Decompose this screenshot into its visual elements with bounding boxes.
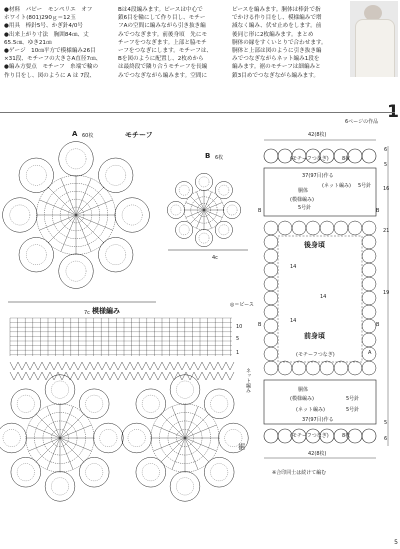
motif-b-chart-part xyxy=(219,225,229,235)
motif-a-chart-part xyxy=(106,165,126,185)
hem-motif-right-part xyxy=(211,395,228,412)
hem-motif-right-part xyxy=(185,438,209,462)
top-motif-ring xyxy=(320,149,334,163)
motif-b-chart-part xyxy=(195,229,212,246)
net-edge-bottom: (ネット編み) xyxy=(296,407,325,413)
hem-motif-left-part xyxy=(17,395,34,412)
hem-motif-right-part xyxy=(142,464,159,481)
motif-b-chart-part xyxy=(204,196,218,210)
hem-motif-left-part xyxy=(60,438,84,462)
page-marker: 1 xyxy=(387,102,399,122)
motif-a-chart-part xyxy=(98,237,133,272)
motif-a-chart-part xyxy=(66,261,86,281)
body-motif-ring xyxy=(362,333,376,347)
hem-motif-left-part xyxy=(79,457,109,487)
motif-b-chart-part xyxy=(215,182,232,199)
row-num-5: 5 xyxy=(236,336,240,342)
side-num: 6 xyxy=(384,436,388,442)
hem-motif-right xyxy=(122,375,248,501)
hem-motif-left-part xyxy=(100,429,117,446)
width-base: 42(8枚) xyxy=(308,451,327,457)
motif-a-chart-part xyxy=(98,158,133,193)
hem-motif-right-part xyxy=(211,464,228,481)
body-motif-ring xyxy=(348,221,362,235)
motif-a-chart-part xyxy=(48,215,76,243)
bottom-motif-ring xyxy=(348,429,362,443)
motif-b-count: 6枚 xyxy=(215,155,224,161)
hem-motif-left-part xyxy=(17,464,34,481)
width-inner-top: 37(97目)作る xyxy=(302,173,334,179)
net-edge-count-top: 5号針 xyxy=(358,183,372,189)
motif-b-chart-part xyxy=(171,205,181,215)
hem-motif-left-part xyxy=(51,478,68,495)
body-motif-ring xyxy=(306,221,320,235)
hem-label: 裾 xyxy=(238,443,245,451)
top-motif-ring xyxy=(306,149,320,163)
body-motif-ring xyxy=(362,291,376,305)
motif-a-chart-part xyxy=(3,198,38,233)
side-num: 6 xyxy=(384,147,388,153)
body-motif-ring xyxy=(334,221,348,235)
hem-motif-left xyxy=(0,375,123,501)
neck-opening xyxy=(278,236,362,362)
center-num: 14 xyxy=(290,264,297,270)
motif-b-chart-part xyxy=(176,221,193,238)
lower-body-box xyxy=(264,380,376,424)
top-motif-ring xyxy=(278,149,292,163)
bottom-motif-ring xyxy=(292,429,306,443)
motif-a-chart-part xyxy=(66,149,86,169)
hem-motif-left-part xyxy=(0,423,27,453)
body-motif-ring xyxy=(278,221,292,235)
instructions-col3: ピースを編みます。胴体は棒針で指 でかける作り目をし、模様編みで増 減なく編み、伏せ止めをします。前 後同じ形に2枚編みます。まとめ 胴体の縁をすくいとりで合わせます。 胴体と上部は図のように引き抜き編 みでつなぎながらネット編み1段を 編みます。裾のモチーフは細編みと 鎖3目めでつなぎながら編みます。 xyxy=(232,7,327,79)
body-label-bottom: 胴体 xyxy=(298,387,309,393)
motif-b-letter: B xyxy=(205,152,211,160)
width-inner-bottom: 37(97目)作る xyxy=(302,417,334,423)
motif-b-chart-part xyxy=(190,196,204,210)
motif-a-chart-part xyxy=(59,142,94,177)
motif-b-chart-part xyxy=(223,201,240,218)
body-motif-ring xyxy=(362,221,376,235)
hem-motif-right-part xyxy=(122,423,152,453)
body-motif-ring xyxy=(362,263,376,277)
body-label-top: 胴体 xyxy=(298,188,309,194)
hem-motif-right-part xyxy=(161,438,185,462)
top-motif-ring xyxy=(334,149,351,163)
top-motif-ring xyxy=(362,149,376,163)
body-motif-ring xyxy=(334,361,348,375)
motif-b-chart-part xyxy=(190,210,204,224)
body-motif-ring xyxy=(264,249,278,263)
net-stitch-row xyxy=(10,362,234,370)
motif-title: モチーフ xyxy=(125,131,153,139)
back-body-label: 後身頃 xyxy=(304,241,325,249)
motif-a-chart-part xyxy=(76,187,104,215)
motif-a-chart-part xyxy=(76,215,104,243)
motif-join-top: (モチーフつなぎ) xyxy=(290,156,329,162)
body-motif-ring xyxy=(278,361,292,375)
body-motif-ring xyxy=(320,221,334,235)
hem-motif-left-part xyxy=(45,471,75,501)
side-num: 19 xyxy=(383,290,390,296)
side-num: 5 xyxy=(384,162,388,168)
hem-motif-right-part xyxy=(128,429,145,446)
body-motif-ring xyxy=(264,305,278,319)
page-reference: 6ページの作品 xyxy=(345,119,379,125)
body-motif-ring xyxy=(292,221,306,235)
body-motif-ring xyxy=(264,277,278,291)
motif-b-chart-part xyxy=(215,221,232,238)
motif-b-chart-part xyxy=(199,177,209,187)
hem-motif-left-part xyxy=(93,423,123,453)
hem-motif-left-part xyxy=(86,464,103,481)
hem-motif-right-part xyxy=(204,389,234,419)
bottom-motif-ring xyxy=(334,429,351,443)
motif-a-chart-part xyxy=(115,198,150,233)
letter-b: B xyxy=(258,208,262,214)
body-needle-top: 5号針 xyxy=(298,205,312,211)
body-motif-ring xyxy=(264,221,278,235)
hem-motif-right-part xyxy=(136,389,166,419)
motif-join-count-top: 8枚 xyxy=(342,156,351,162)
body-pattern-bottom: (模様編み) xyxy=(290,396,314,402)
motif-a-chart-part xyxy=(26,165,46,185)
body-motif-ring xyxy=(362,347,376,361)
motif-a-chart-part xyxy=(10,205,30,225)
letter-b: B xyxy=(258,322,262,328)
hem-motif-right-part xyxy=(176,478,193,495)
bottom-motif-ring xyxy=(264,429,278,443)
side-num: 5 xyxy=(384,420,388,426)
body-needle-bottom: 5号針 xyxy=(346,396,360,402)
motif-join-bottom: (モチーフつなぎ) xyxy=(290,433,329,439)
center-num: 14 xyxy=(290,318,297,324)
motif-a-chart-part xyxy=(26,245,46,265)
body-motif-ring xyxy=(264,263,278,277)
hem-motif-right-part xyxy=(170,471,200,501)
top-motif-ring xyxy=(292,149,306,163)
motif-a-count: 60枚 xyxy=(82,133,94,139)
body-motif-ring xyxy=(264,347,278,361)
body-motif-ring xyxy=(348,361,362,375)
motif-a-chart-part xyxy=(59,254,94,289)
hem-motif-right-part xyxy=(204,457,234,487)
body-motif-ring xyxy=(362,305,376,319)
hem-motif-right-part xyxy=(170,375,200,405)
hem-motif-right-part xyxy=(176,381,193,398)
motif-b-size: 4c xyxy=(212,255,218,261)
hem-motif-left-part xyxy=(36,438,60,462)
letter-b: B xyxy=(376,208,380,214)
bottom-motif-ring xyxy=(320,429,334,443)
instructions-col2: Bは4段編みます。ピースは中心で 鎖6目を輪にして作り目し、モチー フAの空間に編みながら引き抜き編 みでつなぎます。前後身頃 先にモ チーフをつなぎます。上部と脇モチ ーフをつなぎにします。モチーフは、 Bを図のように配置し、2枚めから は最終段で隣り合うモチーフを長編 みでつなぎながら編みます。空間に xyxy=(118,7,213,79)
front-body-label: 前身頃 xyxy=(304,332,325,340)
hem-motif-left-part xyxy=(60,414,84,438)
net-stitch-row xyxy=(10,372,234,380)
body-motif-ring xyxy=(320,361,334,375)
body-motif-ring xyxy=(362,249,376,263)
body-motif-ring xyxy=(362,319,376,333)
motif-b-chart-part xyxy=(227,205,237,215)
page-number: 5 xyxy=(394,539,398,546)
top-motif-ring xyxy=(348,149,362,163)
motif-a-chart-part xyxy=(19,237,54,272)
hem-motif-right-part xyxy=(136,457,166,487)
net-edge-top: (ネット編み) xyxy=(322,183,351,189)
motif-join-mid: (モチーフつなぎ) xyxy=(296,352,335,358)
bottom-motif-ring xyxy=(306,429,320,443)
motif-a-chart xyxy=(3,142,150,289)
motif-b-chart-part xyxy=(199,233,209,243)
motif-b-chart-part xyxy=(176,182,193,199)
motif-b-chart-part xyxy=(167,201,184,218)
hem-motif-left-part xyxy=(11,457,41,487)
motif-a-chart-part xyxy=(122,205,142,225)
width-top: 42(8枚) xyxy=(308,132,327,138)
letter-a: A xyxy=(368,350,372,356)
pattern-title: 模様編み xyxy=(92,307,120,315)
hem-motif-left-part xyxy=(45,375,75,405)
body-motif-ring xyxy=(362,277,376,291)
motif-b-chart xyxy=(167,173,240,246)
hem-motif-left-part xyxy=(3,429,20,446)
net-label: ネット編み xyxy=(245,368,251,393)
motif-b-chart-part xyxy=(179,185,189,195)
motif-a-chart-part xyxy=(19,158,54,193)
motif-a-size: 7c xyxy=(84,310,90,316)
top-motif-ring xyxy=(264,149,278,163)
body-motif-ring xyxy=(264,235,278,249)
row-num-10: 10 xyxy=(236,324,243,330)
motif-a-chart-part xyxy=(106,245,126,265)
motif-b-chart-part xyxy=(195,173,212,190)
hem-motif-right-part xyxy=(161,414,185,438)
motif-b-chart-part xyxy=(204,210,218,224)
upper-body-box xyxy=(264,168,376,216)
hem-motif-left-part xyxy=(36,414,60,438)
body-motif-ring xyxy=(264,361,278,375)
piece-note: ◎＝ピース xyxy=(230,302,254,308)
hem-motif-left-part xyxy=(79,389,109,419)
motif-b-chart-part xyxy=(179,225,189,235)
hem-motif-right-part xyxy=(142,395,159,412)
body-motif-ring xyxy=(264,291,278,305)
bottom-motif-ring xyxy=(362,429,376,443)
body-motif-ring xyxy=(292,361,306,375)
bottom-motif-ring xyxy=(278,429,292,443)
body-motif-ring xyxy=(264,319,278,333)
body-motif-ring xyxy=(306,361,320,375)
hem-motif-left-part xyxy=(51,381,68,398)
body-motif-ring xyxy=(264,333,278,347)
instructions-col1: ●材料 パピー モンペリエ オフ ホワイト(801)290ｇ＝12玉 ●用具 棒針5号、かぎ針4/0号 ●出来上がり寸法 胸囲84㎝、丈 65.5㎝、ゆき21㎝ ●ゲージ 10㎝平方で模様編み26目 ×31段、モチーフの大きさA直径7㎝、 ●編み方要点 モチーフ 糸端で輪の 作り目をし、図のように A は 7段、 xyxy=(4,7,102,79)
row-num-1: 1 xyxy=(236,350,240,356)
side-num: 16 xyxy=(383,186,390,192)
motif-join-count-bottom: 8枚 xyxy=(342,433,351,439)
footer-note: ※合印同士は続けて編む xyxy=(272,470,327,476)
hem-motif-left-part xyxy=(11,389,41,419)
hem-motif-left-part xyxy=(86,395,103,412)
side-num: 21 xyxy=(383,228,390,234)
body-motif-ring xyxy=(362,361,376,375)
hem-motif-right-part xyxy=(218,423,248,453)
body-pattern-top: (模様編み) xyxy=(290,197,314,203)
body-motif-ring xyxy=(362,235,376,249)
hem-motif-right-part xyxy=(185,414,209,438)
net-edge-count-bottom: 5号針 xyxy=(346,407,360,413)
hem-motif-right-part xyxy=(225,429,242,446)
letter-b: B xyxy=(376,322,380,328)
motif-b-chart-part xyxy=(219,185,229,195)
center-num: 14 xyxy=(320,294,327,300)
motif-a-letter: A xyxy=(72,130,78,138)
motif-a-chart-part xyxy=(48,187,76,215)
